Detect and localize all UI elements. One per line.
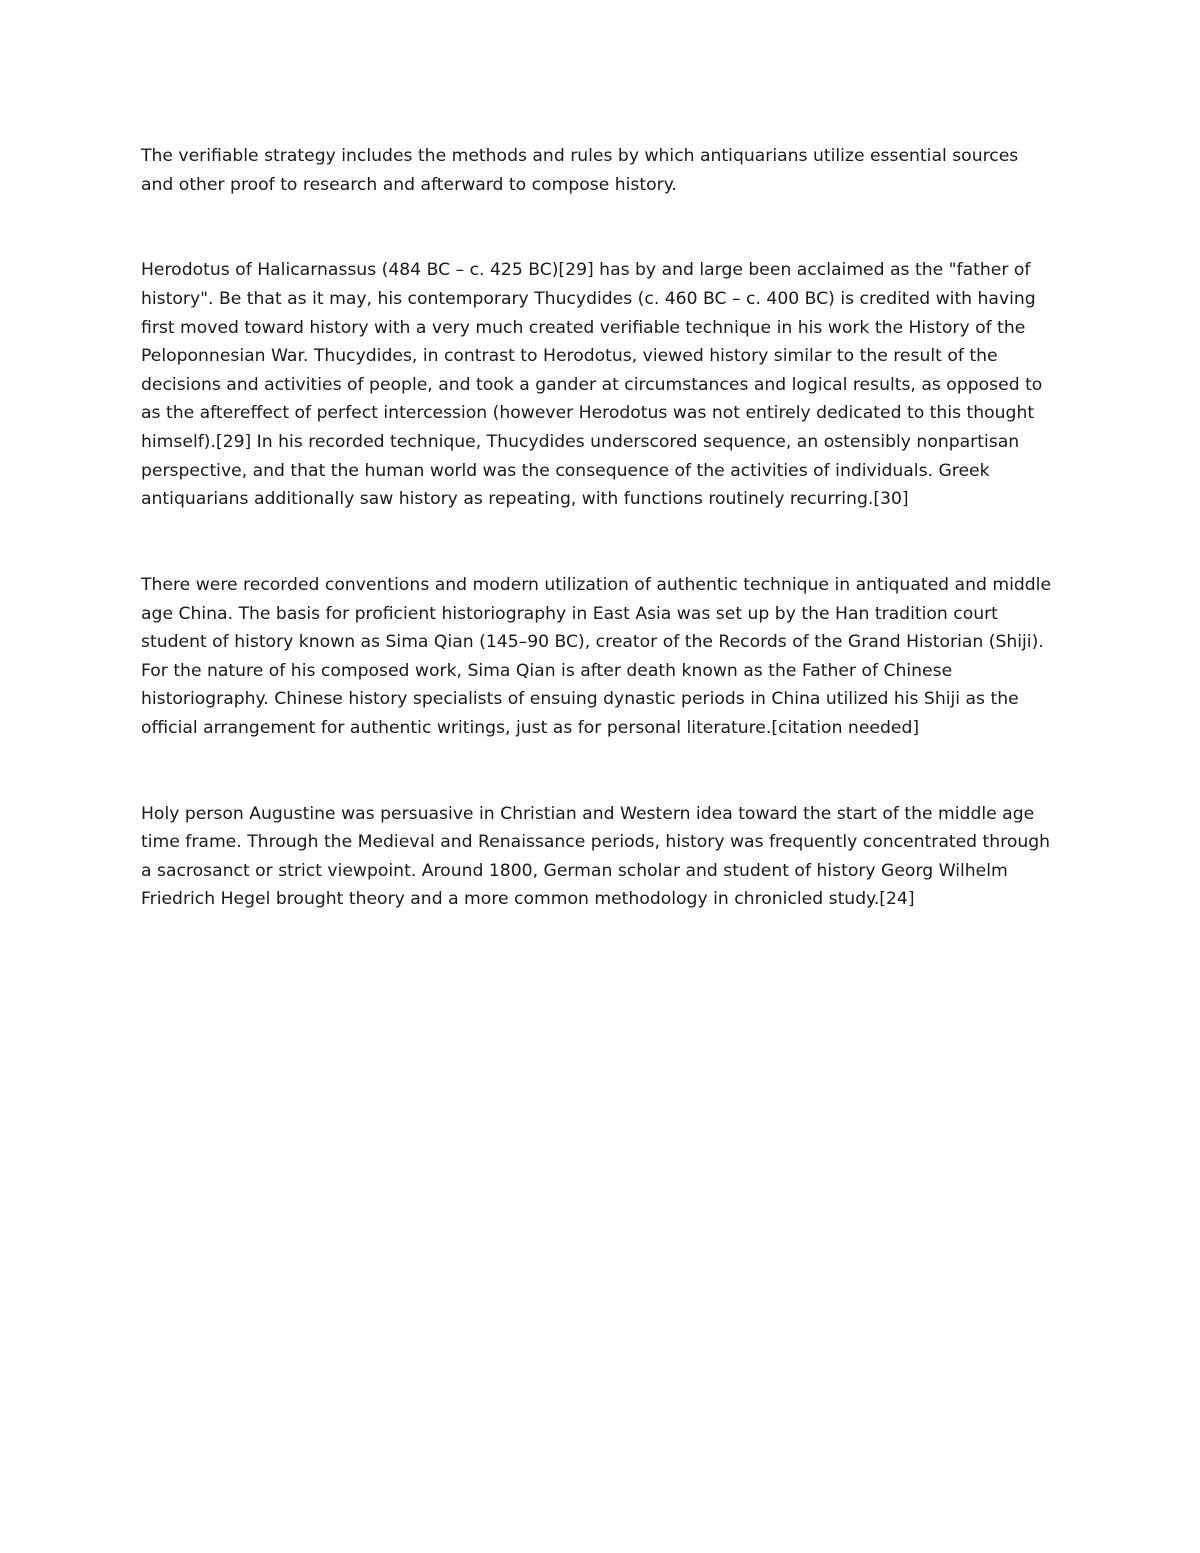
- paragraph-verifiable-strategy: The verifiable strategy includes the methods and rules by which antiquarians utilize essential sources and other proof to research and afterward to compose history.: [141, 146, 1019, 195]
- paragraph-augustine-hegel: Holy person Augustine was persuasive in Christian and Western idea toward the start of the middle age time frame. Through the Medieval and Renaissance periods, history was frequently concentrated through a sacrosanct or strict viewpoint. Around 1800, German scholar and student of history Georg Wilhelm Friedrich Hegel brought theory and a more common methodology in chronicled study.[24]: [141, 803, 1051, 910]
- paragraph-herodotus-thucydides: Herodotus of Halicarnassus (484 BC – c. 425 BC)[29] has by and large been acclaimed as the "father of history". Be that as it may, his contemporary Thucydides (c. 460 BC – c. 400 BC) is credited with having first moved toward history with a very much created verifiable technique in his work the History of the Peloponnesian War. Thucydides, in contrast to Herodotus, viewed history similar to the result of the decisions and activities of people, and took a gander at circumstances and logical results, as opposed to as the aftereffect of perfect intercession (however Herodotus was not entirely dedicated to this thought himself).[29] In his recorded technique, Thucydides underscored sequence, an ostensibly nonpartisan perspective, and that the human world was the consequence of the activities of individuals. Greek antiquarians additionally saw history as repeating, with functions routinely recurring.[30]: [141, 260, 1043, 510]
- document-body: [141, 142, 1056, 914]
- paragraph-chinese-historiography: There were recorded conventions and modern utilization of authentic technique in antiquated and middle age China. The basis for proficient historiography in East Asia was set up by the Han tradition court student of history known as Sima Qian (145–90 BC), creator of the Records of the Grand Historian (Shiji). For the nature of his composed work, Sima Qian is after death known as the Father of Chinese historiography. Chinese history specialists of ensuing dynastic periods in China utilized his Shiji as the official arrangement for authentic writings, just as for personal literature.[citation needed]: [141, 574, 1052, 738]
